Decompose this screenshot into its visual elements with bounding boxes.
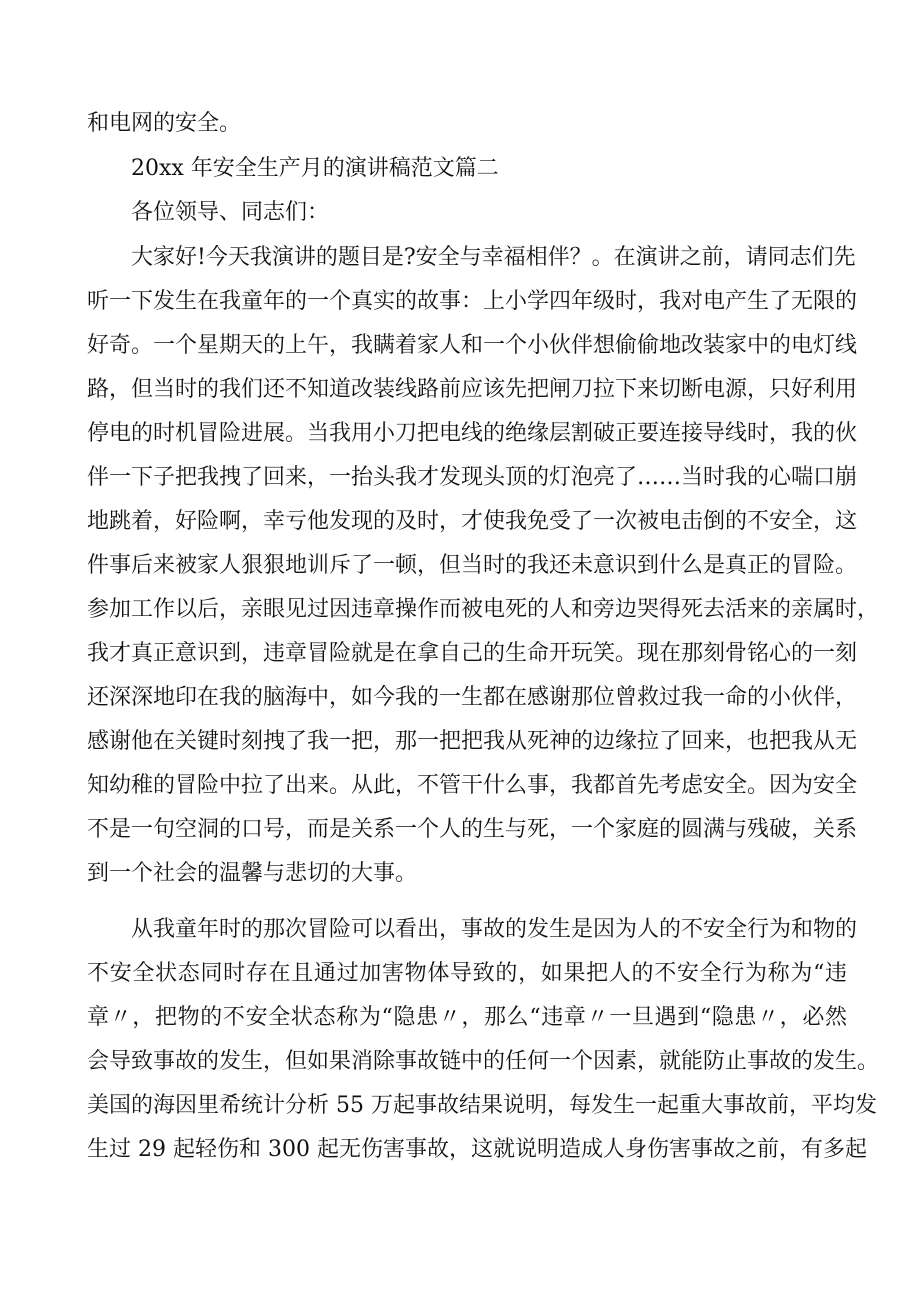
section-heading: 20xx 年安全生产月的演讲稿范文篇二: [131, 156, 499, 181]
text-line: 知幼稚的冒险中拉了出来。从此，不管干什么事，我都首先考虑安全。因为安全: [87, 773, 858, 798]
text-line: 不是一句空洞的口号，而是关系一个人的生与死，一个家庭的圆满与残破，关系: [87, 817, 858, 842]
text-line: 件事后来被家人狠狠地训斥了一顿，但当时的我还未意识到什么是真正的冒险。: [87, 553, 858, 578]
text-line: 参加工作以后，亲眼见过因违章操作而被电死的人和旁边哭得死去活来的亲属时，: [87, 597, 880, 622]
text-line: 和电网的安全。: [87, 111, 242, 136]
text-line: 感谢他在关键时刻拽了我一把，那一把把我从死神的边缘拉了回来，也把我从无: [87, 729, 858, 754]
text-line: 地跳着，好险啊，幸亏他发现的及时，才使我免受了一次被电击倒的不安全，这: [87, 509, 858, 534]
salutation: 各位领导、同志们：: [131, 200, 330, 225]
text-line: 美国的海因里希统计分析 55 万起事故结果说明，每发生一起重大事故前，平均发: [87, 1093, 877, 1118]
text-line: 生过 29 起轻伤和 300 起无伤害事故，这就说明造成人身伤害事故之前，有多起: [87, 1137, 867, 1162]
text-line: 伴一下子把我拽了回来，一抬头我才发现头顶的灯泡亮了……当时我的心喘口崩: [87, 465, 858, 490]
text-line: 不安全状态同时存在且通过加害物体导致的，如果把人的不安全行为称为“违: [87, 961, 847, 986]
text-line: 章〃，把物的不安全状态称为“隐患〃，那么“违章〃一旦遇到“隐患〃，必然: [87, 1005, 847, 1030]
text-line: 还深深地印在我的脑海中，如今我的一生都在感谢那位曾救过我一命的小伙伴，: [87, 685, 858, 710]
text-line: 停电的时机冒险进展。当我用小刀把电线的绝缘层割破正要连接导线时，我的伙: [87, 421, 858, 446]
text-line: 路，但当时的我们还不知道改装线路前应该先把闸刀拉下来切断电源，只好利用: [87, 377, 858, 402]
text-line: 我才真正意识到，违章冒险就是在拿自己的生命开玩笑。现在那刻骨铭心的一刻: [87, 641, 858, 666]
text-line: 会导致事故的发生，但如果消除事故链中的任何一个因素，就能防止事故的发生。: [87, 1049, 880, 1074]
text-line: 到一个社会的温馨与悲切的大事。: [87, 861, 418, 886]
text-line: 听一下发生在我童年的一个真实的故事：上小学四年级时，我对电产生了无限的: [87, 289, 858, 314]
text-line: 大家好!今天我演讲的题目是?安全与幸福相伴？。在演讲之前，请同志们先: [131, 245, 856, 270]
text-line: 从我童年时的那次冒险可以看出，事故的发生是因为人的不安全行为和物的: [131, 917, 858, 942]
text-line: 好奇。一个星期天的上午，我瞒着家人和一个小伙伴想偷偷地改装家中的电灯线: [87, 333, 858, 358]
